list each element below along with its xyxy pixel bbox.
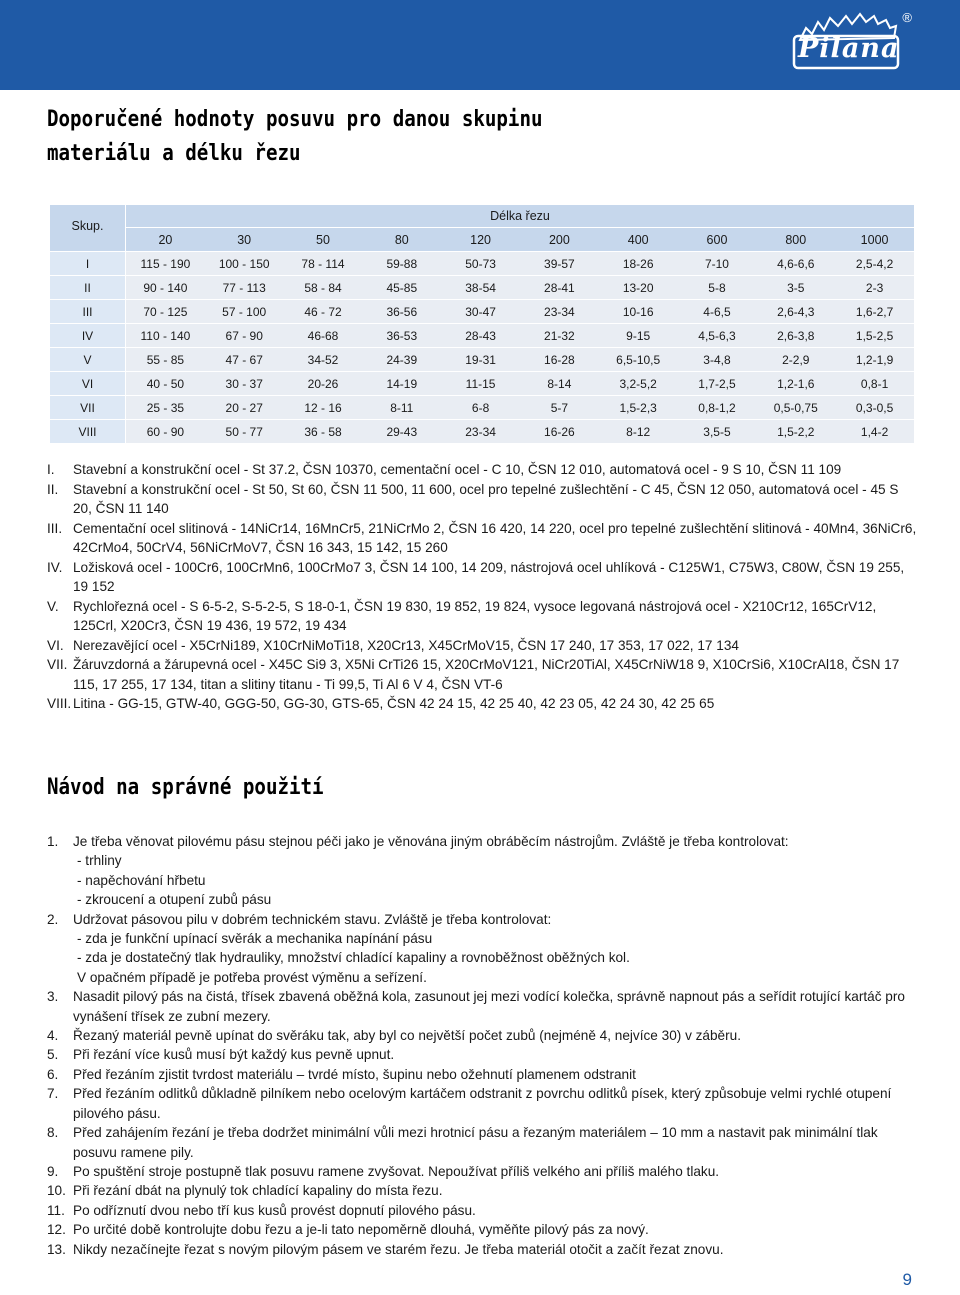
feed-value-cell: 12 - 16 <box>284 396 363 420</box>
feed-value-cell: 77 - 113 <box>205 276 284 300</box>
feed-value-cell: 8-12 <box>599 420 678 444</box>
feed-value-cell: 67 - 90 <box>205 324 284 348</box>
feed-value-cell: 115 - 190 <box>126 252 205 276</box>
feed-value-cell: 59-88 <box>362 252 441 276</box>
feed-value-cell: 19-31 <box>441 348 520 372</box>
feed-value-cell: 18-26 <box>599 252 678 276</box>
feed-value-cell: 0,8-1 <box>835 372 914 396</box>
legend-number: IV. <box>47 559 63 575</box>
feed-value-cell: 7-10 <box>678 252 757 276</box>
feed-value-cell: 36-56 <box>362 300 441 324</box>
length-column-header: 400 <box>599 228 678 252</box>
feed-value-cell: 4,6-6,6 <box>756 252 835 276</box>
legend-number: VIII. <box>47 696 72 711</box>
legend-number: V. <box>47 598 59 614</box>
group-cell: VI <box>50 372 126 396</box>
feed-value-cell: 5-7 <box>520 396 599 420</box>
instruction-1-sub: - trhliny <box>77 853 122 869</box>
feed-value-cell: 23-34 <box>441 420 520 444</box>
feed-value-cell: 40 - 50 <box>126 372 205 396</box>
feed-value-cell: 23-34 <box>520 300 599 324</box>
feed-value-cell: 14-19 <box>362 372 441 396</box>
length-column-header: 1000 <box>835 228 914 252</box>
page-number: 9 <box>902 1270 912 1289</box>
legend-text: Cementační ocel slitinová - 14NiCr14, 16MnCr5, 21NiCrMo 2, ČSN 16 420, 14 220, ocel pro tepelné zušlechtění slitinová - 40Mn4, 36NiCr6, 42CrMo4, 50CrV4, 56NiCrMoV7, ČSN 16 343, 15 142, 15 260 <box>73 520 917 555</box>
feed-value-cell: 45-85 <box>362 276 441 300</box>
instruction-2-cont: V opačném případě je potřeba provést výměnu a seřízení. <box>77 969 427 985</box>
instruction-12: 12. Po určité době kontrolujte dobu řezu a je-li tato nepoměrně dlouhá, vyměňte pilový pás za nový. <box>47 1222 649 1238</box>
instruction-3: 3. Nasadit pilový pás na čistá, třísek zbavená oběžná kola, zasunout jej mezi vodící kolečka, správně napnout pás a seřídit rotující kartáč pro vynášení třísek ze zubní mezery. <box>47 989 905 1024</box>
length-column-header: 80 <box>362 228 441 252</box>
instruction-10: 10. Při řezání dbát na plynulý tok chladící kapaliny do místa řezu. <box>47 1183 443 1199</box>
usage-instructions <box>47 832 917 1259</box>
feed-value-cell: 1,7-2,5 <box>678 372 757 396</box>
legend-item <box>47 558 917 597</box>
feed-value-cell: 20 - 27 <box>205 396 284 420</box>
feed-value-cell: 1,4-2 <box>835 420 914 444</box>
feed-value-cell: 60 - 90 <box>126 420 205 444</box>
feed-value-cell: 20-26 <box>284 372 363 396</box>
table-row <box>50 252 914 276</box>
table-row <box>50 420 914 444</box>
legend-number: VI. <box>47 637 64 653</box>
instruction-2-sub: - zda je funkční upínací svěrák a mechanika napínání pásu <box>77 931 433 947</box>
table-row <box>50 276 914 300</box>
legend-text: Nerezavějící ocel - X5CrNi189, X10CrNiMoTi18, X20Cr13, X45CrMoV15, ČSN 17 240, 17 353, 17 022, 17 134 <box>73 637 739 653</box>
legend-item <box>47 460 917 480</box>
table-row <box>50 300 914 324</box>
pilana-logo <box>782 6 912 86</box>
feed-value-cell: 50 - 77 <box>205 420 284 444</box>
feed-value-cell: 1,5-2,3 <box>599 396 678 420</box>
feed-value-cell: 1,2-1,9 <box>835 348 914 372</box>
table-row <box>50 324 914 348</box>
legend-item <box>47 636 917 656</box>
section-title-line2: materiálu a délku řezu <box>47 141 301 166</box>
feed-value-cell: 9-15 <box>599 324 678 348</box>
feed-value-cell: 11-15 <box>441 372 520 396</box>
header-bar <box>0 0 960 90</box>
feed-table <box>50 205 914 444</box>
feed-value-cell: 6-8 <box>441 396 520 420</box>
legend-number: II. <box>47 481 59 497</box>
length-column-header: 600 <box>678 228 757 252</box>
legend-text: Litina - GG-15, GTW-40, GGG-50, GG-30, GTS-65, ČSN 42 24 15, 42 25 40, 42 23 05, 42 24 30, 42 25 65 <box>73 696 715 711</box>
length-column-header: 120 <box>441 228 520 252</box>
legend-number: I. <box>47 462 55 477</box>
feed-value-cell: 57 - 100 <box>205 300 284 324</box>
feed-value-cell: 50-73 <box>441 252 520 276</box>
group-header: Skup. <box>50 205 126 252</box>
legend-number: VII. <box>47 657 68 672</box>
feed-value-cell: 55 - 85 <box>126 348 205 372</box>
section-title-feeds <box>47 103 543 171</box>
feed-value-cell: 2,6-3,8 <box>756 324 835 348</box>
length-column-header: 200 <box>520 228 599 252</box>
feed-value-cell: 30-47 <box>441 300 520 324</box>
length-column-header: 800 <box>756 228 835 252</box>
feed-value-cell: 46-68 <box>284 324 363 348</box>
legend-text: Rychlořezná ocel - S 6-5-2, S-5-2-5, S 18-0-1, ČSN 19 830, 19 852, 19 824, vysoce legovaná nástrojová ocel - X210Cr12, 165CrV12, 125Crl, X20Cr3, ČSN 19 436, 19 572, 19 434 <box>73 598 877 633</box>
feed-value-cell: 47 - 67 <box>205 348 284 372</box>
feed-value-cell: 4-6,5 <box>678 300 757 324</box>
feed-value-cell: 58 - 84 <box>284 276 363 300</box>
instruction-5: 5. Při řezání více kusů musí být každý kus pevně upnut. <box>47 1047 395 1063</box>
instruction-2-sub: - zda je dostatečný tlak hydrauliky, množství chladící kapaliny a rovnoběžnost oběžných kol. <box>77 950 630 966</box>
legend-item <box>47 480 917 519</box>
feed-value-cell: 2-3 <box>835 276 914 300</box>
feed-value-cell: 1,6-2,7 <box>835 300 914 324</box>
feed-value-cell: 90 - 140 <box>126 276 205 300</box>
group-cell: V <box>50 348 126 372</box>
feed-value-cell: 3-4,8 <box>678 348 757 372</box>
feed-value-cell: 13-20 <box>599 276 678 300</box>
group-cell: I <box>50 252 126 276</box>
instruction-1: 1. Je třeba věnovat pilovému pásu stejnou péči jako je věnována jiným obráběcím nástrojům. Zvláště je třeba kontrolovat: <box>47 834 789 849</box>
legend-text: Stavební a konstrukční ocel - St 37.2, ČSN 10370, cementační ocel - C 10, ČSN 12 010, automatová ocel - 9 S 10, ČSN 11 109 <box>73 462 842 477</box>
legend-text: Žáruvzdorná a žárupevná ocel - X45C Si9 3, X5Ni CrTi26 15, X20CrMoV121, NiCr20TiAl, X45CrNiW18 9, X10CrSi6, X10CrAl18, ČSN 17 115, 17 255, 17 134, titan a slitiny titanu - Ti 99,5, Ti Al 6 V 4, ČSN VT-6 <box>73 657 900 692</box>
table-row <box>50 396 914 420</box>
legend-item <box>47 655 917 694</box>
feed-value-cell: 21-32 <box>520 324 599 348</box>
group-cell: VII <box>50 396 126 420</box>
feed-value-cell: 2,5-4,2 <box>835 252 914 276</box>
group-cell: III <box>50 300 126 324</box>
feed-value-cell: 38-54 <box>441 276 520 300</box>
feed-value-cell: 24-39 <box>362 348 441 372</box>
group-cell: VIII <box>50 420 126 444</box>
feed-value-cell: 2,6-4,3 <box>756 300 835 324</box>
instruction-2: 2. Udržovat pásovou pilu v dobrém technickém stavu. Zvláště je třeba kontrolovat: <box>47 911 552 927</box>
instruction-8: 8. Před zahájením řezání je třeba dodržet minimální vůli mezi hrotnicí pásu a řezaným materiálem – 10 mm a nastavit pak minimální tlak posuvu ramene pily. <box>47 1125 878 1160</box>
feed-value-cell: 36-53 <box>362 324 441 348</box>
feed-value-cell: 5-8 <box>678 276 757 300</box>
legend-text: Stavební a konstrukční ocel - St 50, St 60, ČSN 11 500, 11 600, ocel pro tepelné zušlechtění - C 45, ČSN 12 050, automatová ocel - 45 S 20, ČSN 11 140 <box>73 481 899 516</box>
feed-value-cell: 3,2-5,2 <box>599 372 678 396</box>
feed-value-cell: 34-52 <box>284 348 363 372</box>
table-row <box>50 348 914 372</box>
section-title-line1: Doporučené hodnoty posuvu pro danou skupinu <box>47 107 543 132</box>
material-groups-legend <box>47 460 917 714</box>
feed-value-cell: 30 - 37 <box>205 372 284 396</box>
table-row <box>50 372 914 396</box>
feed-value-cell: 28-41 <box>520 276 599 300</box>
logo-text: Pilana <box>798 33 900 64</box>
feed-value-cell: 70 - 125 <box>126 300 205 324</box>
feed-value-cell: 3,5-5 <box>678 420 757 444</box>
feed-value-cell: 1,5-2,5 <box>835 324 914 348</box>
feed-value-cell: 1,2-1,6 <box>756 372 835 396</box>
feed-value-cell: 28-43 <box>441 324 520 348</box>
feed-value-cell: 25 - 35 <box>126 396 205 420</box>
legend-item <box>47 519 917 558</box>
legend-item <box>47 597 917 636</box>
feed-value-cell: 29-43 <box>362 420 441 444</box>
feed-value-cell: 6,5-10,5 <box>599 348 678 372</box>
feed-value-cell: 46 - 72 <box>284 300 363 324</box>
feed-value-cell: 0,5-0,75 <box>756 396 835 420</box>
feed-value-cell: 10-16 <box>599 300 678 324</box>
feed-value-cell: 8-11 <box>362 396 441 420</box>
legend-text: Ložisková ocel - 100Cr6, 100CrMn6, 100CrMo7 3, ČSN 14 100, 14 209, nástrojová ocel uhlíková - C125W1, C75W3, C80W, ČSN 19 255, 19 152 <box>73 559 905 594</box>
length-header: Délka řezu <box>126 205 914 228</box>
feed-value-cell: 0,8-1,2 <box>678 396 757 420</box>
registered-mark: ® <box>902 10 912 25</box>
instruction-4: 4. Řezaný materiál pevně upínat do svěráku tak, aby byl co největší počet zubů (nejméně 4, nejvíce 30) v záběru. <box>47 1028 741 1044</box>
section-title-usage: Návod na správné použití <box>47 775 324 800</box>
instruction-13: 13. Nikdy nezačínejte řezat s novým pilovým pásem ve starém řezu. Je třeba materiál otočit a začít řezat znovu. <box>47 1241 724 1257</box>
feed-value-cell: 16-28 <box>520 348 599 372</box>
feed-value-cell: 100 - 150 <box>205 252 284 276</box>
feed-value-cell: 110 - 140 <box>126 324 205 348</box>
feed-value-cell: 78 - 114 <box>284 252 363 276</box>
legend-number: III. <box>47 520 63 536</box>
instruction-11: 11. Po odříznutí dvou nebo tří kus kusů provést dopnutí pilového pásu. <box>47 1202 476 1218</box>
legend-item <box>47 694 917 714</box>
length-column-header: 20 <box>126 228 205 252</box>
instruction-1-sub: - napěchování hřbetu <box>77 872 206 888</box>
feed-table-wrap <box>50 205 914 444</box>
instruction-7: 7. Před řezáním odlitků důkladně pilníkem nebo ocelovým kartáčem odstranit z povrchu odlitků písek, který způsobuje velmi rychlé otupení pilového pásu. <box>47 1086 892 1121</box>
feed-value-cell: 1,5-2,2 <box>756 420 835 444</box>
feed-value-cell: 3-5 <box>756 276 835 300</box>
feed-value-cell: 4,5-6,3 <box>678 324 757 348</box>
feed-value-cell: 39-57 <box>520 252 599 276</box>
instruction-9: 9. Po spuštění stroje postupně tlak posuvu ramene zvyšovat. Nepoužívat příliš velkého ani příliš malého tlaku. <box>47 1163 720 1179</box>
feed-value-cell: 2-2,9 <box>756 348 835 372</box>
feed-value-cell: 16-26 <box>520 420 599 444</box>
instruction-6: 6. Před řezáním zjistit tvrdost materiálu – tvrdé místo, šupinu nebo ožehnutí plamenem odstranit <box>47 1066 636 1082</box>
group-cell: II <box>50 276 126 300</box>
feed-value-cell: 36 - 58 <box>284 420 363 444</box>
group-cell: IV <box>50 324 126 348</box>
feed-value-cell: 8-14 <box>520 372 599 396</box>
feed-value-cell: 0,3-0,5 <box>835 396 914 420</box>
length-column-header: 30 <box>205 228 284 252</box>
instruction-1-sub: - zkroucení a otupení zubů pásu <box>77 892 272 908</box>
length-column-header: 50 <box>284 228 363 252</box>
